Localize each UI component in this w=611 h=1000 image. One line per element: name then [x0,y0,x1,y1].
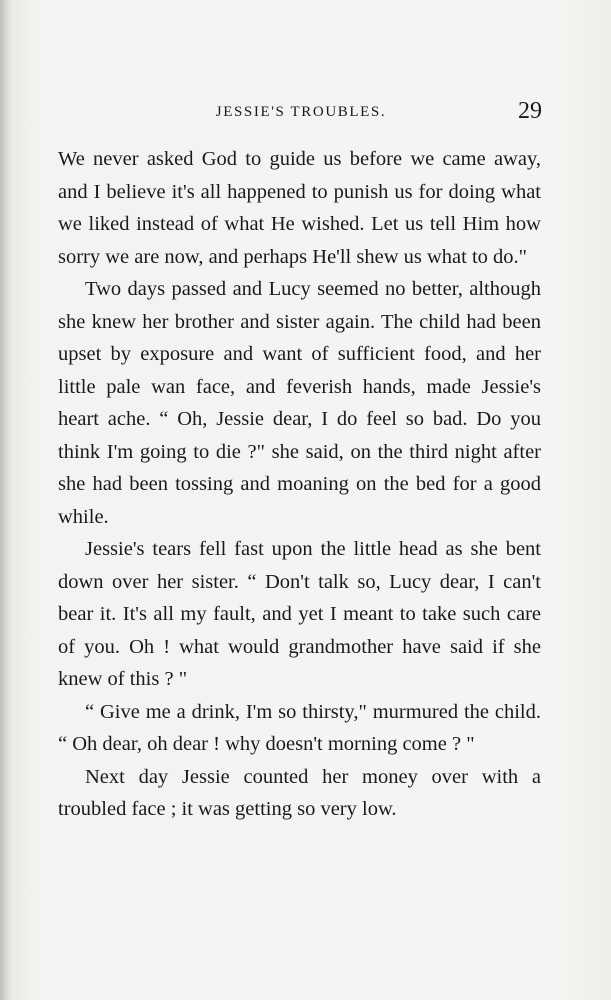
paragraph-2: Two days passed and Lucy seemed no better, although she knew her brother and sister again. The child had been upset by exposure and want of sufficient food, and her little pale wan face, and feverish hands, made Jessie's heart ache. “ Oh, Jessie dear, I do feel so bad. Do you think I'm going to die ?" she said, on the third night after she had been tossing and moaning on the bed for a good while. [58,278,541,528]
paragraph-4: “ Give me a drink, I'm so thirsty," murmured the child. “ Oh dear, oh dear ! why doesn't morning come ? " [58,700,541,755]
page-header [60,98,542,132]
page-number: 29 [518,98,542,124]
paragraph-3: Jessie's tears fell fast upon the little head as she bent down over her sister. “ Don't talk so, Lucy dear, I can't bear it. It's all my fault, and yet I meant to take such care of you. Oh ! what would grandmother have said if she knew of this ? " [58,538,541,690]
body-text [58,143,541,826]
running-head: JESSIE'S TROUBLES. [215,104,387,120]
spine-shadow [0,0,10,1000]
paragraph-1: We never asked God to guide us before we came away, and I believe it's all happened to punish us for doing what we liked instead of what He wished. Let us tell Him how sorry we are now, and perhaps He'll shew us what to do." [58,148,541,268]
paragraph-5: Next day Jessie counted her money over with a troubled face ; it was getting so very low. [58,765,541,820]
